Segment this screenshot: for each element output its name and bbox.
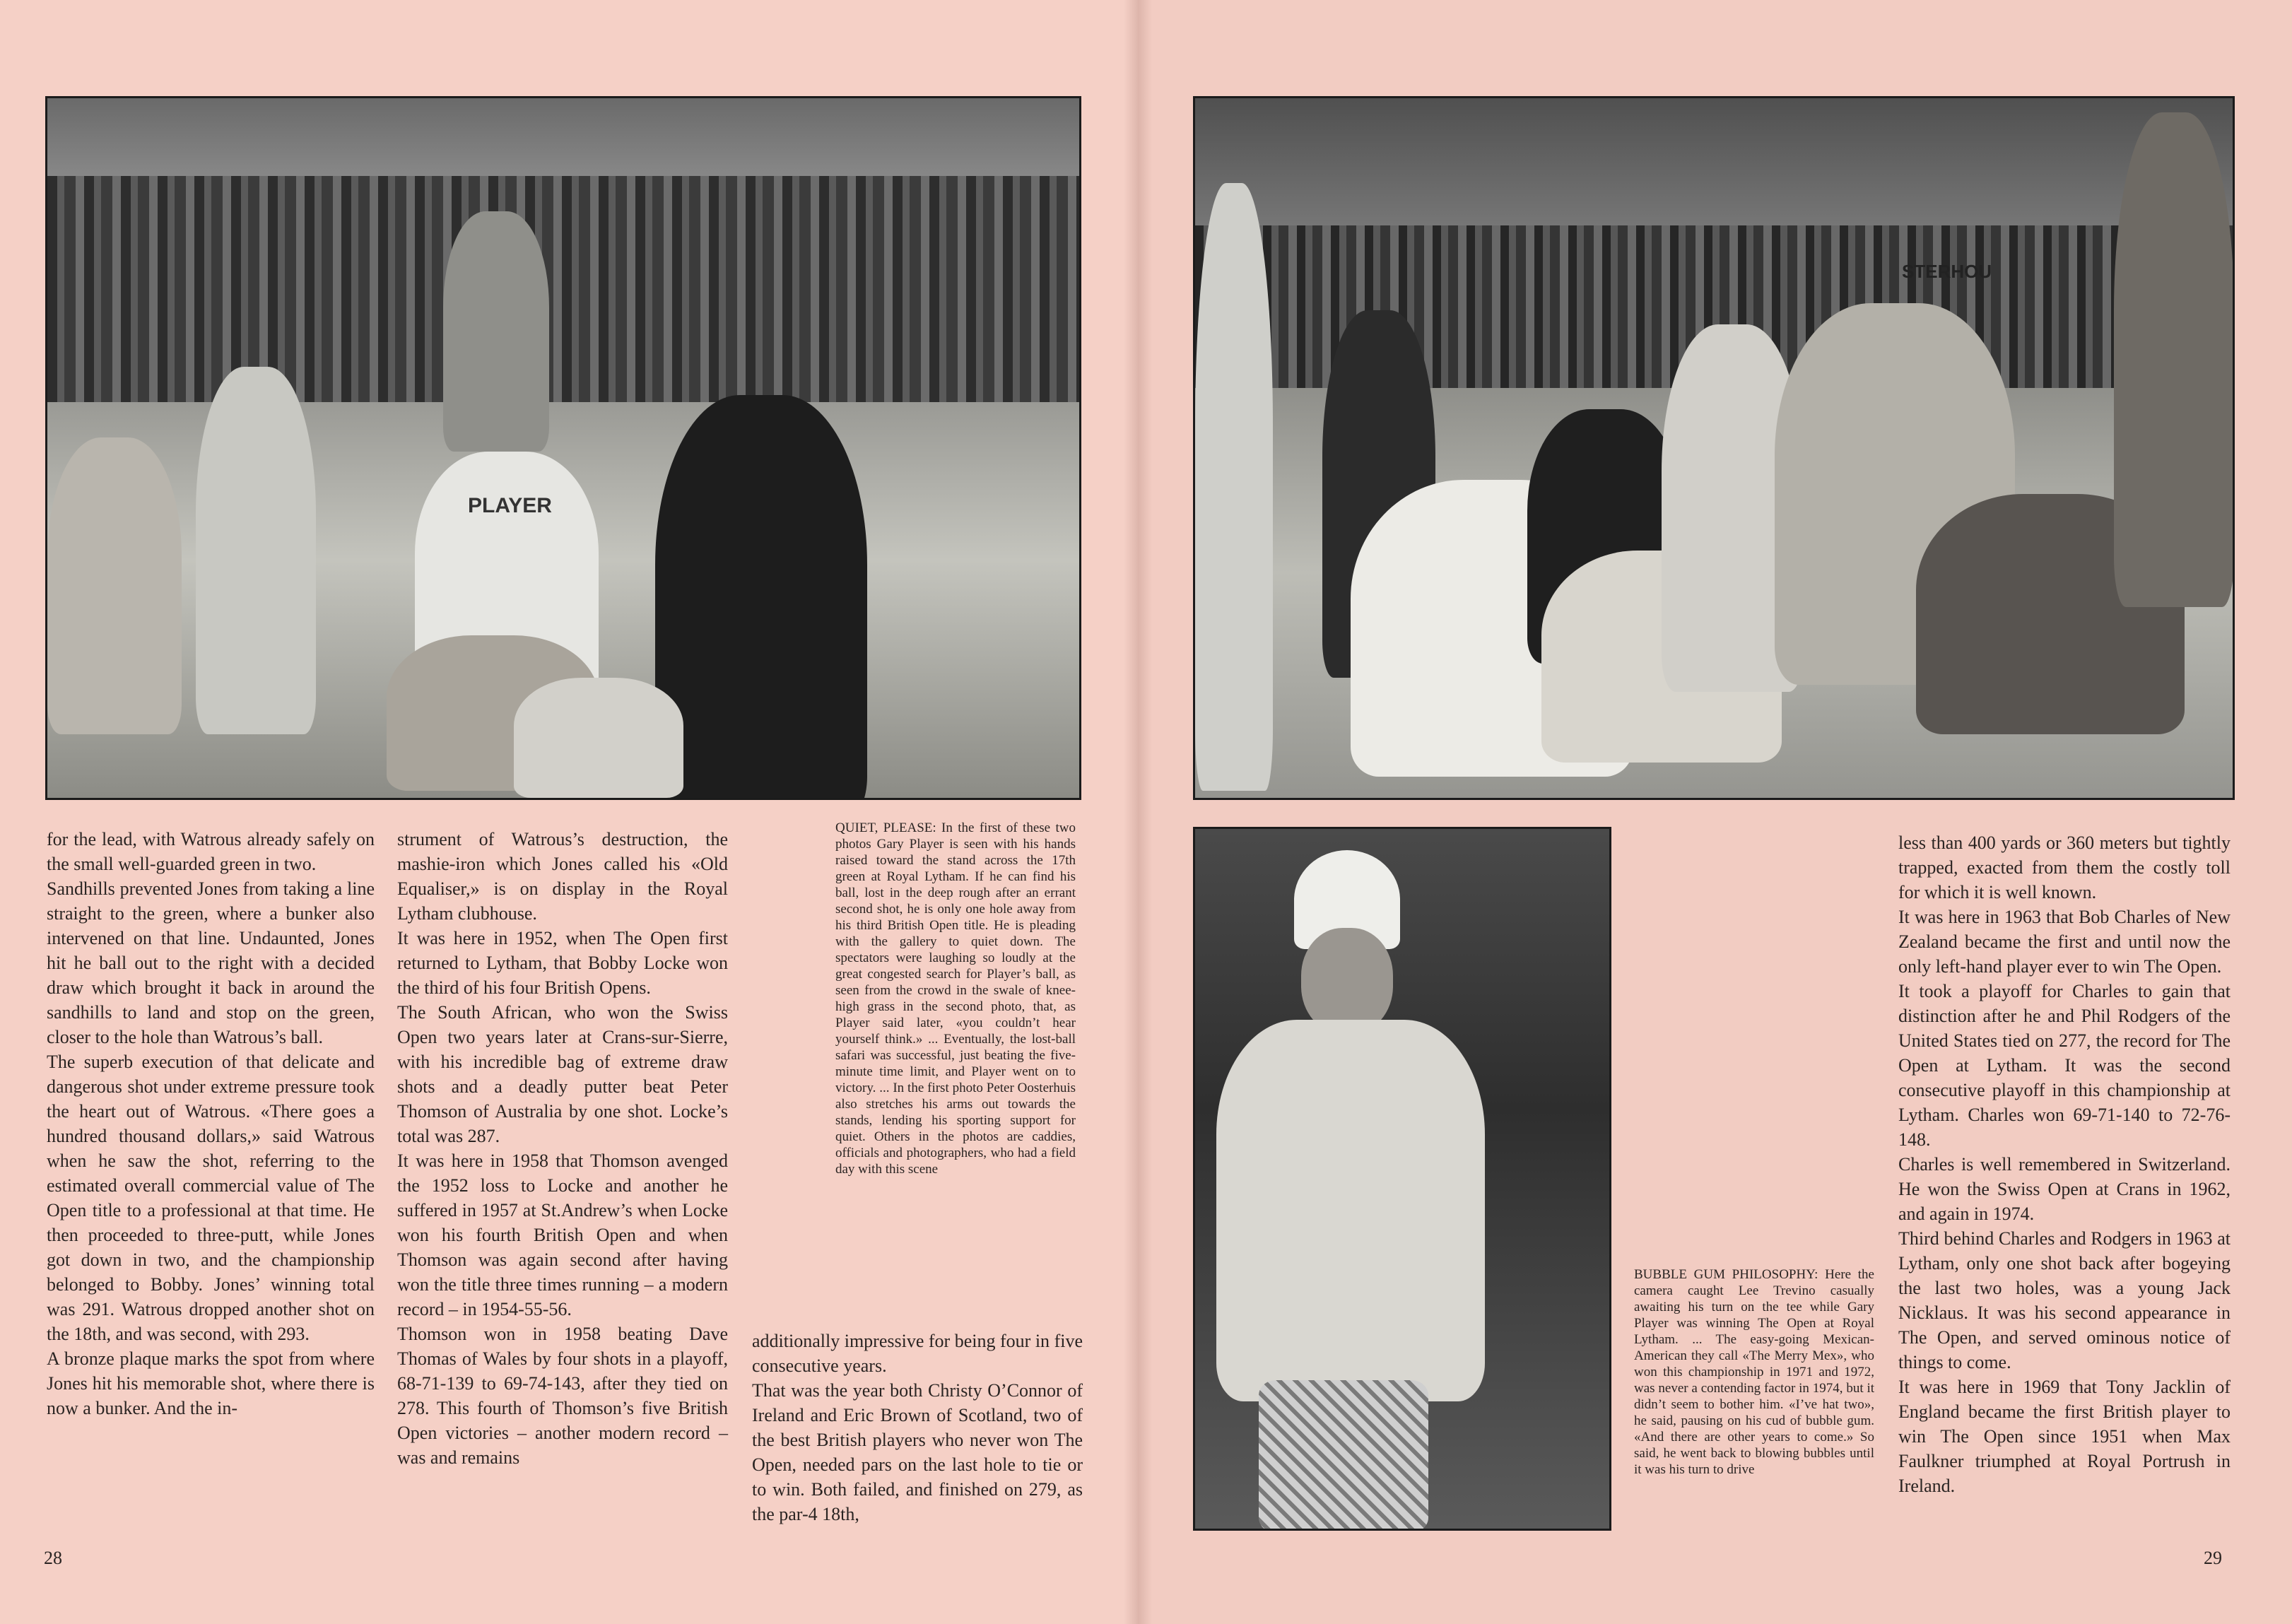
paragraph: It was here in 1958 that Thomson avenged the 1952 loss to Locke and another he suffered in 1957 at St.Andrew’s when Locke won his fourth British Open and when Thomson was again second after having won the title three times running – a modern record – in 1954-55-56. [397,1151,728,1319]
paragraph: A bronze plaque marks the spot from where Jones hit his memorable shot, where there is now a bunker. And the in- [47,1348,375,1418]
paragraph: Charles is well remembered in Switzerland. He won the Swiss Open at Crans in 1962, and again in 1974. [1898,1154,2231,1224]
page-gutter [1124,0,1152,1624]
paragraph: additionally impressive for being four in five consecutive years. [752,1331,1083,1376]
paragraph: That was the year both Christy O’Connor of Ireland and Eric Brown of Scotland, two of the best British players who never won The Open, needed pars on the last hole to tie or to win. Both failed, and finished on 279, as the par-4 18th, [752,1380,1083,1524]
paragraph: Thomson won in 1958 beating Dave Thomas of Wales by four shots in a playoff, 68-71-139 to 69-74-143, after they tied on 278. This fourth of Thomson’s five British Open victories – another modern record – was and remains [397,1324,728,1468]
page-number: 29 [2204,1548,2222,1568]
paragraph: It was here in 1969 that Tony Jacklin of England became the first British player to win The Open since 1951 when Max Faulkner triumphed at Royal Portrush in Ireland. [1898,1377,2231,1496]
paragraph: It was here in 1952, when The Open first returned to Lytham, that Bobby Locke won the third of his four British Opens. [397,928,728,998]
right-page [1138,0,2292,1624]
body-column-3 [752,1329,1083,1526]
body-column-right [1898,830,2231,1498]
photo-shirt-text: PLAYER [468,494,552,517]
paragraph: Third behind Charles and Rodgers in 1963 at Lytham, only one shot back after bogeying the last two holes, was a young Jack Nicklaus. It was his second appearance in The Open, and served ominous notice of things to come. [1898,1228,2231,1372]
photo-gary-player-rough [45,96,1081,800]
page-number: 28 [44,1548,62,1568]
paragraph: strument of Watrous’s destruction, the mashie-iron which Jones called his «Old Equaliser,» is on display in the Royal Lytham clubhouse. [397,829,728,924]
paragraph: The South African, who won the Swiss Open two years later at Crans-sur-Sierre, with his incredible bag of extreme draw shots and a deadly putter beat Peter Thomson of Australia by one shot. Locke’s total was 287. [397,1002,728,1146]
paragraph: It took a playoff for Charles to gain that distinction after he and Phil Rodgers of the United States tied on 277, the record for The Open at Lytham. It was the second consecutive playoff in this championship at Lytham. Charles won 69-71-140 to 72-76-148. [1898,981,2231,1150]
paragraph: less than 400 yards or 360 meters but tightly trapped, exacted from them the costly toll for which it is well known. [1898,832,2231,902]
paragraph: for the lead, with Watrous already safely on the small well-guarded green in two. [47,829,375,874]
photo-shirt-text: STERHOU [1902,261,1992,282]
paragraph: Sandhills prevented Jones from taking a line straight to the green, where a bunker also intervened on that line. Undaunted, Jones hit he ball out to the right with a decided draw which brought it back in around the sandhills to land and stop on the green, closer to the hole than Watrous’s ball. [47,878,375,1047]
body-column-1 [47,827,375,1420]
photo-ball-search [1193,96,2235,800]
photo-caption-quiet-please: QUIET, PLEASE: In the first of these two photos Gary Player is seen with his hands raised toward the stand across the 17th green at Royal Lytham. If he can find his ball, lost in the deep rough after an errant second shot, he is only one hole away from his third British Open title. He is pleading with the gallery to quiet down. The spectators were laughing so loudly at the great congested search for Player’s ball, as seen from the crowd in the swale of knee-high grass in the second photo, that, as Player said later, «you couldn’t hear yourself think.» ... Eventually, the lost-ball safari was successful, just beating the five-minute time limit, and Player went on to victory. ... In the first photo Peter Oosterhuis also stretches his arms out towards the stands, lending his sporting support for quiet. Others in the photos are caddies, officials and photographers, who had a field day with this scene [835,820,1076,1177]
photo-lee-trevino [1193,827,1611,1531]
paragraph: It was here in 1963 that Bob Charles of New Zealand became the first and until now the only left-hand player ever to win The Open. [1898,907,2231,977]
left-page [0,0,1138,1624]
body-column-2 [397,827,728,1470]
photo-caption-bubble-gum: BUBBLE GUM PHILOSOPHY: Here the camera caught Lee Trevino casually awaiting his turn on the tee while Gary Player was winning The Open at Royal Lytham. ... The easy-going Mexican-American they call «The Merry Mex», who won this championship in 1971 and 1972, was never a contending factor in 1974, but it didn’t seem to bother him. «I’ve hat two», he said, pausing on his cud of bubble gum. «And there are other years to come.» So said, he went back to blowing bubbles until it was his turn to drive [1634,1267,1874,1477]
paragraph: The superb execution of that delicate and dangerous shot under extreme pressure took the heart out of Watrous. «There goes a hundred thousand dollars,» said Watrous when he saw the shot, referring to the estimated overall commercial value of The Open title to a professional at that time. He then proceeded to three-putt, while Jones got down in two, and the championship belonged to Bobby. Jones’ winning total was 291. Watrous dropped another shot on the 18th, and was second, with 293. [47,1052,375,1344]
